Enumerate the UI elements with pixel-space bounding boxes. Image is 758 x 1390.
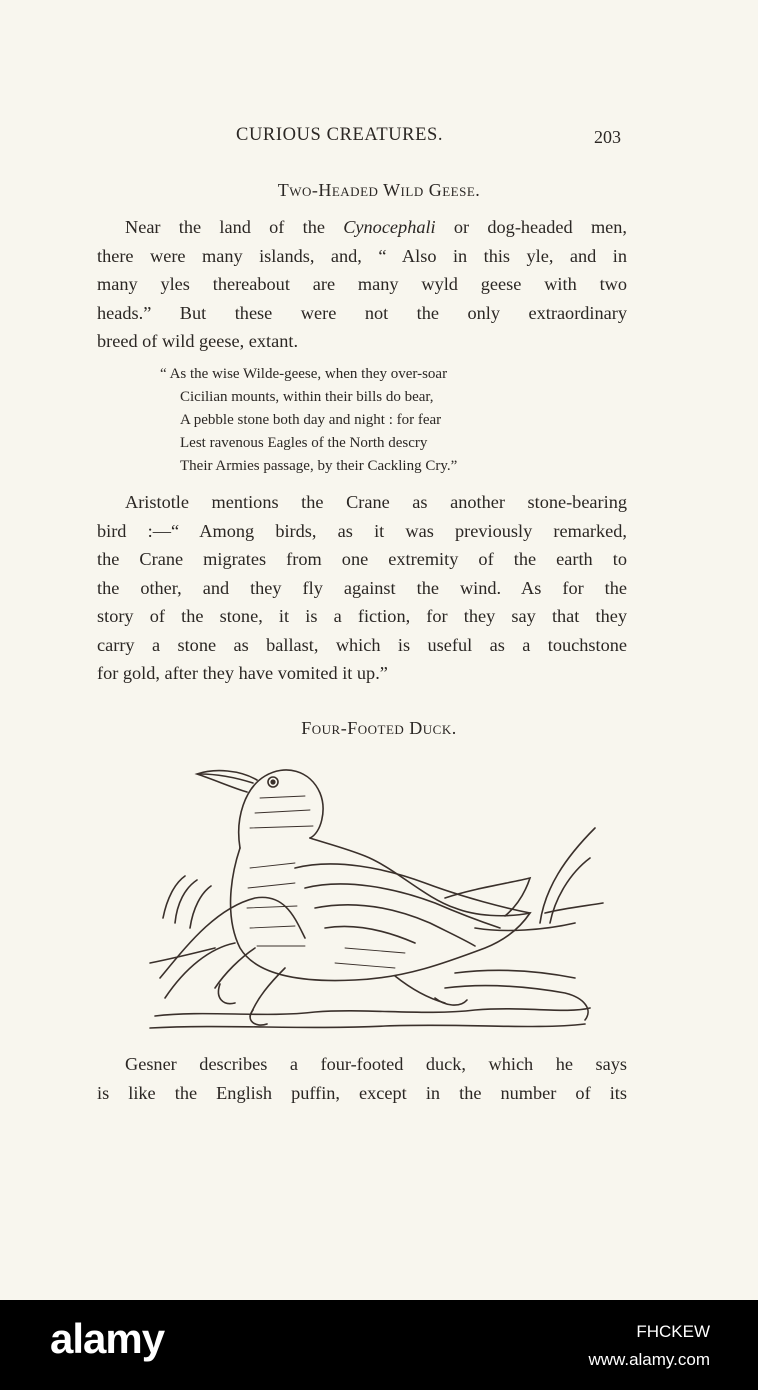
poem-line: “ As the wise Wilde-geese, when they over-soar [160, 366, 448, 382]
text-line: is like the English puffin, except in the number of its [97, 1082, 627, 1103]
running-title: CURIOUS CREATURES. [236, 125, 444, 145]
italic-term: Cynocephali [343, 217, 436, 237]
poem-line: Lest ravenous Eagles of the North descry [180, 435, 428, 451]
text-line: Aristotle mentions the Crane as another stone-bearing [125, 492, 627, 512]
site-url: www.alamy.com [588, 1350, 710, 1369]
text-line: the other, and they fly against the wind. As for the [97, 577, 627, 598]
duck-woodcut-illustration [145, 748, 610, 1038]
poem-quote [160, 363, 580, 478]
page-number: 203 [594, 127, 621, 147]
poem-line: A pebble stone both day and night : for fear [180, 412, 442, 428]
text-line: Near the land of the Cynocephali or dog-headed men, [125, 217, 627, 237]
text-line: Gesner describes a four-footed duck, which he says [125, 1054, 627, 1074]
text-line: the Crane migrates from one extremity of the earth to [97, 549, 627, 569]
text-line: heads.” But these were not the only extraordinary [97, 302, 627, 323]
paragraph-duck [97, 1050, 627, 1107]
text-line: many yles thereabout are many wyld geese with two [97, 274, 627, 294]
alamy-logo: alamy [50, 1315, 165, 1362]
text-line: carry a stone as ballast, which is useful as a touchstone [97, 634, 627, 655]
text-line: bird :—“ Among birds, as it was previously remarked, [97, 520, 627, 541]
image-id: FHCKEW [636, 1322, 710, 1341]
text-line: story of the stone, it is a fiction, for they say that they [97, 606, 627, 626]
page-header [0, 125, 758, 153]
section-heading-geese: Two-Headed Wild Geese. [277, 180, 481, 200]
text-line: breed of wild geese, extant. [97, 331, 299, 351]
paragraph-crane [97, 488, 627, 688]
poem-line: Their Armies passage, by their Cackling Cry.” [180, 458, 458, 474]
text-line: for gold, after they have vomited it up.” [97, 663, 388, 683]
paragraph-geese [97, 213, 627, 356]
section-heading-duck: Four-Footed Duck. [301, 718, 457, 738]
text-line: there were many islands, and, “ Also in this yle, and in [97, 245, 627, 266]
poem-line: Cicilian mounts, within their bills do bear, [180, 389, 434, 405]
